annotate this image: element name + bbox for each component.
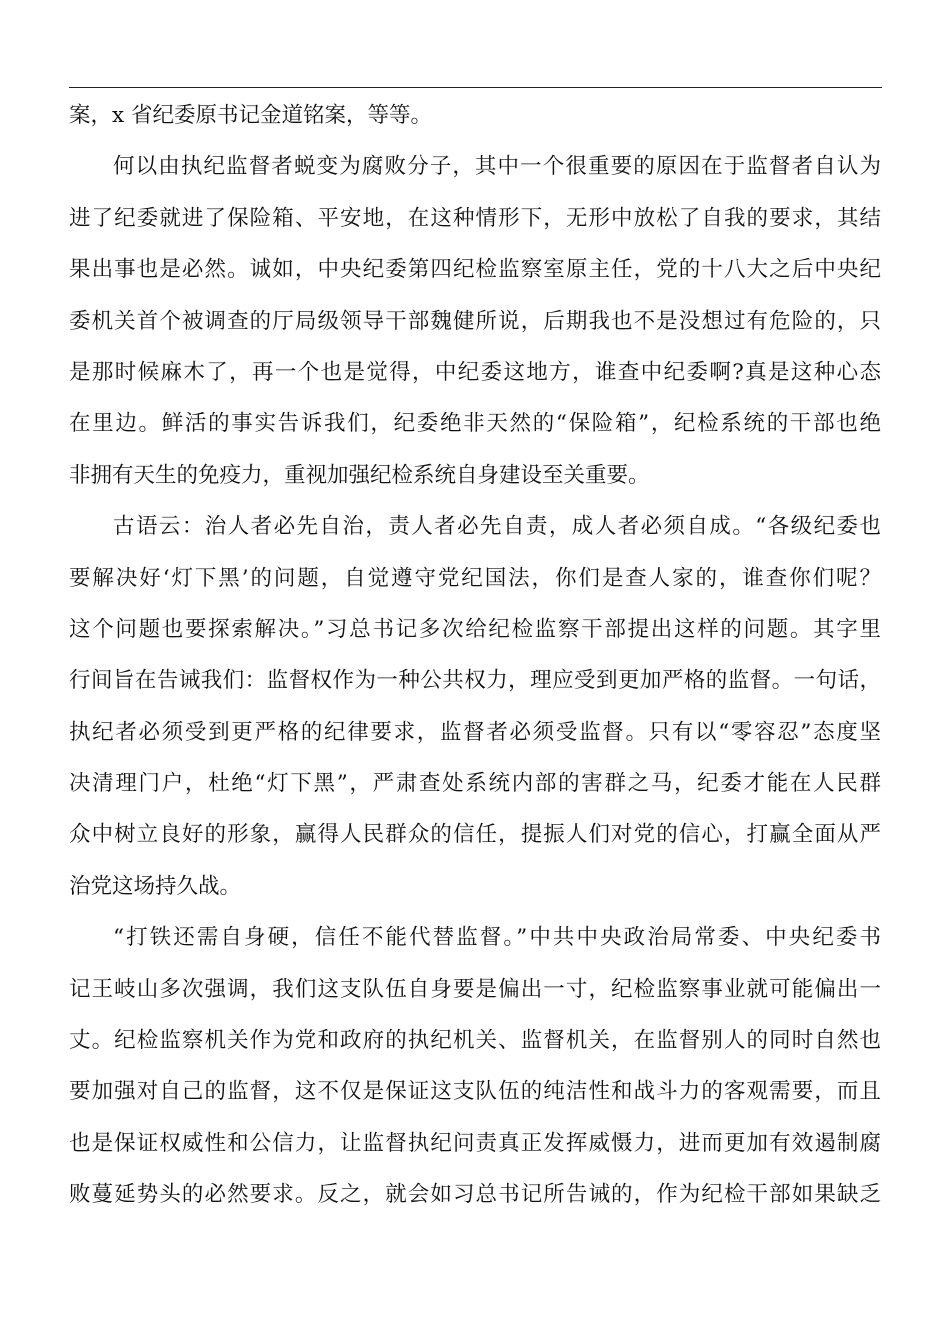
text-line: 进了纪委就进了保险箱、平安地，在这种情形下，无形中放松了自我的要求，其结 bbox=[69, 205, 881, 231]
text-line: 败蔓延势头的必然要求。反之，就会如习总书记所告诫的，作为纪检干部如果缺乏 bbox=[69, 1182, 881, 1208]
text-line: 委机关首个被调查的厅局级领导干部魏健所说，后期我也不是没想过有危险的，只 bbox=[69, 308, 881, 334]
text-line: 行间旨在告诫我们：监督权作为一种公共权力，理应受到更加严格的监督。一句话， bbox=[69, 668, 881, 694]
text-line: 治党这场持久战。 bbox=[69, 873, 242, 899]
text-line: 要解决好‘灯下黑’的问题，自觉遵守党纪国法，你们是查人家的，谁查你们呢？ bbox=[69, 565, 881, 591]
text-line: 在里边。鲜活的事实告诉我们，纪委绝非天然的“保险箱”，纪检系统的干部也绝 bbox=[69, 411, 881, 437]
text-line: 非拥有天生的免疫力，重视加强纪检系统自身建设至关重要。 bbox=[69, 462, 650, 488]
text-line: “打铁还需自身硬，信任不能代替监督。”中共中央政治局常委、中央纪委书 bbox=[113, 925, 881, 951]
text-line: 众中树立良好的形象，赢得人民群众的信任，提振人们对党的信心，打赢全面从严 bbox=[69, 822, 881, 848]
header-rule bbox=[69, 87, 882, 88]
text-line: 古语云：治人者必先自治，责人者必先自责，成人者必须自成。“各级纪委也 bbox=[113, 514, 881, 540]
text-line: 案，x 省纪委原书记金道铭案，等等。 bbox=[69, 103, 432, 128]
text-line: 执纪者必须受到更严格的纪律要求，监督者必须受监督。只有以“零容忍”态度坚 bbox=[69, 719, 881, 745]
text-line: 记王岐山多次强调，我们这支队伍自身要是偏出一寸，纪检监察事业就可能偏出一 bbox=[69, 976, 881, 1002]
body-text bbox=[69, 90, 881, 1221]
text-line: 是那时候麻木了，再一个也是觉得，中纪委这地方，谁查中纪委啊?真是这种心态 bbox=[69, 359, 881, 385]
text-line: 决清理门户，杜绝“灯下黑”，严肃查处系统内部的害群之马，纪委才能在人民群 bbox=[69, 771, 881, 797]
text-line: 这个问题也要探索解决。”习总书记多次给纪检监察干部提出这样的问题。其字里 bbox=[69, 616, 881, 642]
text-line: 也是保证权威性和公信力，让监督执纪问责真正发挥威慑力，进而更加有效遏制腐 bbox=[69, 1130, 881, 1156]
text-line: 丈。纪检监察机关作为党和政府的执纪机关、监督机关，在监督别人的同时自然也 bbox=[69, 1028, 881, 1054]
text-line: 何以由执纪监督者蜕变为腐败分子，其中一个很重要的原因在于监督者自认为 bbox=[113, 154, 881, 180]
text-line: 果出事也是必然。诚如，中央纪委第四纪检监察室原主任，党的十八大之后中央纪 bbox=[69, 257, 881, 283]
text-line: 要加强对自己的监督，这不仅是保证这支队伍的纯洁性和战斗力的客观需要，而且 bbox=[69, 1079, 881, 1105]
